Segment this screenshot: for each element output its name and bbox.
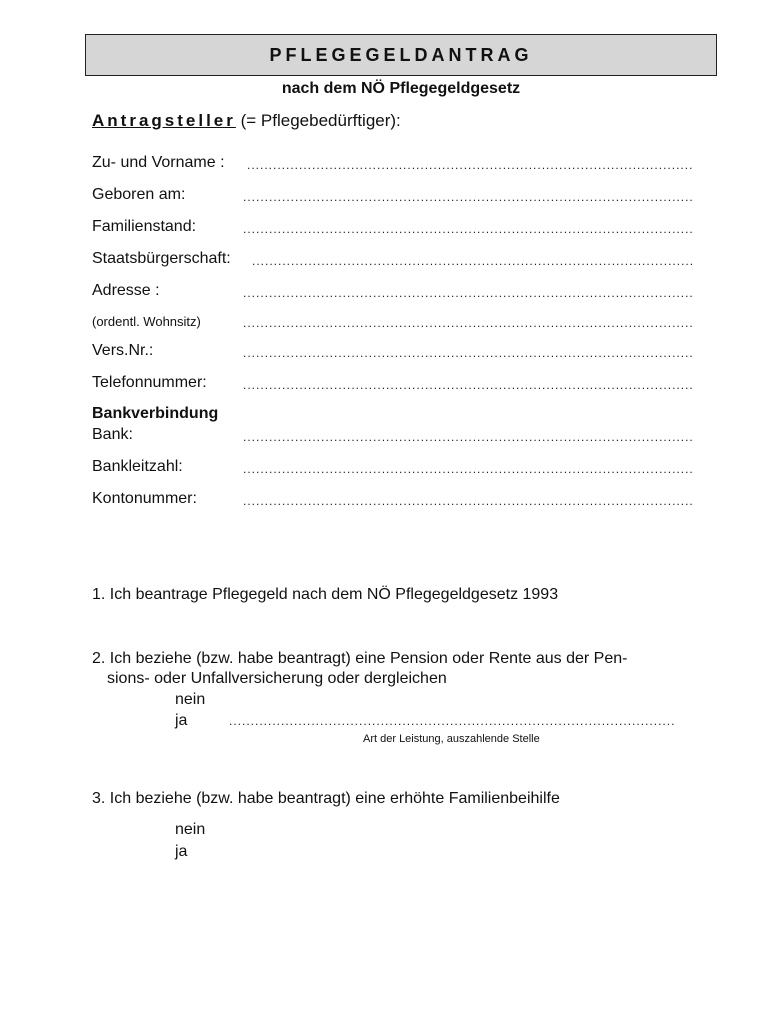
item-2-line-2: sions- oder Unfallversicherung oder dergleichen <box>107 670 447 687</box>
name-label: Zu- und Vorname : <box>92 154 225 171</box>
residence-label: (ordentl. Wohnsitz) <box>92 314 201 329</box>
item-1: 1. Ich beantrage Pflegegeld nach dem NÖ Pflegegeldgesetz 1993 <box>92 586 559 603</box>
benefit-caption: Art der Leistung, auszahlende Stelle <box>363 733 540 745</box>
account-label: Kontonummer: <box>92 490 197 507</box>
phone-field[interactable] <box>243 378 693 392</box>
bank-code-field[interactable] <box>243 462 693 476</box>
item-2-line-1: 2. Ich beziehe (bzw. habe beantragt) eine Pension oder Rente aus der Pen- <box>92 650 628 667</box>
marital-field[interactable] <box>243 222 693 236</box>
applicant-heading <box>92 111 401 131</box>
item-2-option-yes[interactable]: ja <box>175 712 188 729</box>
form-title: PFLEGEGELDANTRAG <box>85 34 717 76</box>
birth-label: Geboren am: <box>92 186 186 203</box>
account-field[interactable] <box>243 494 693 508</box>
insurance-field[interactable] <box>243 346 693 360</box>
bank-code-label: Bankleitzahl: <box>92 458 183 475</box>
bank-heading: Bankverbindung <box>92 405 219 422</box>
item-3: 3. Ich beziehe (bzw. habe beantragt) eine erhöhte Familienbeihilfe <box>92 790 560 807</box>
item-2-option-no[interactable]: nein <box>175 691 206 708</box>
citizenship-label: Staatsbürgerschaft: <box>92 250 231 267</box>
applicant-label: Antragsteller <box>92 111 236 130</box>
address-label: Adresse : <box>92 282 160 299</box>
insurance-label: Vers.Nr.: <box>92 342 154 359</box>
bank-field[interactable] <box>243 430 693 444</box>
form-subtitle: nach dem NÖ Pflegegeldgesetz <box>281 80 521 97</box>
citizenship-field[interactable] <box>252 254 693 268</box>
benefit-field[interactable] <box>229 714 675 728</box>
item-3-option-no[interactable]: nein <box>175 821 206 838</box>
name-field[interactable] <box>247 158 693 172</box>
bank-label: Bank: <box>92 426 133 443</box>
birth-field[interactable] <box>243 190 693 204</box>
applicant-note: (= Pflegebedürftiger): <box>240 111 401 130</box>
marital-label: Familienstand: <box>92 218 197 235</box>
residence-field[interactable] <box>243 316 693 330</box>
address-field[interactable] <box>243 286 693 300</box>
item-3-option-yes[interactable]: ja <box>175 843 188 860</box>
phone-label: Telefonnummer: <box>92 374 207 391</box>
